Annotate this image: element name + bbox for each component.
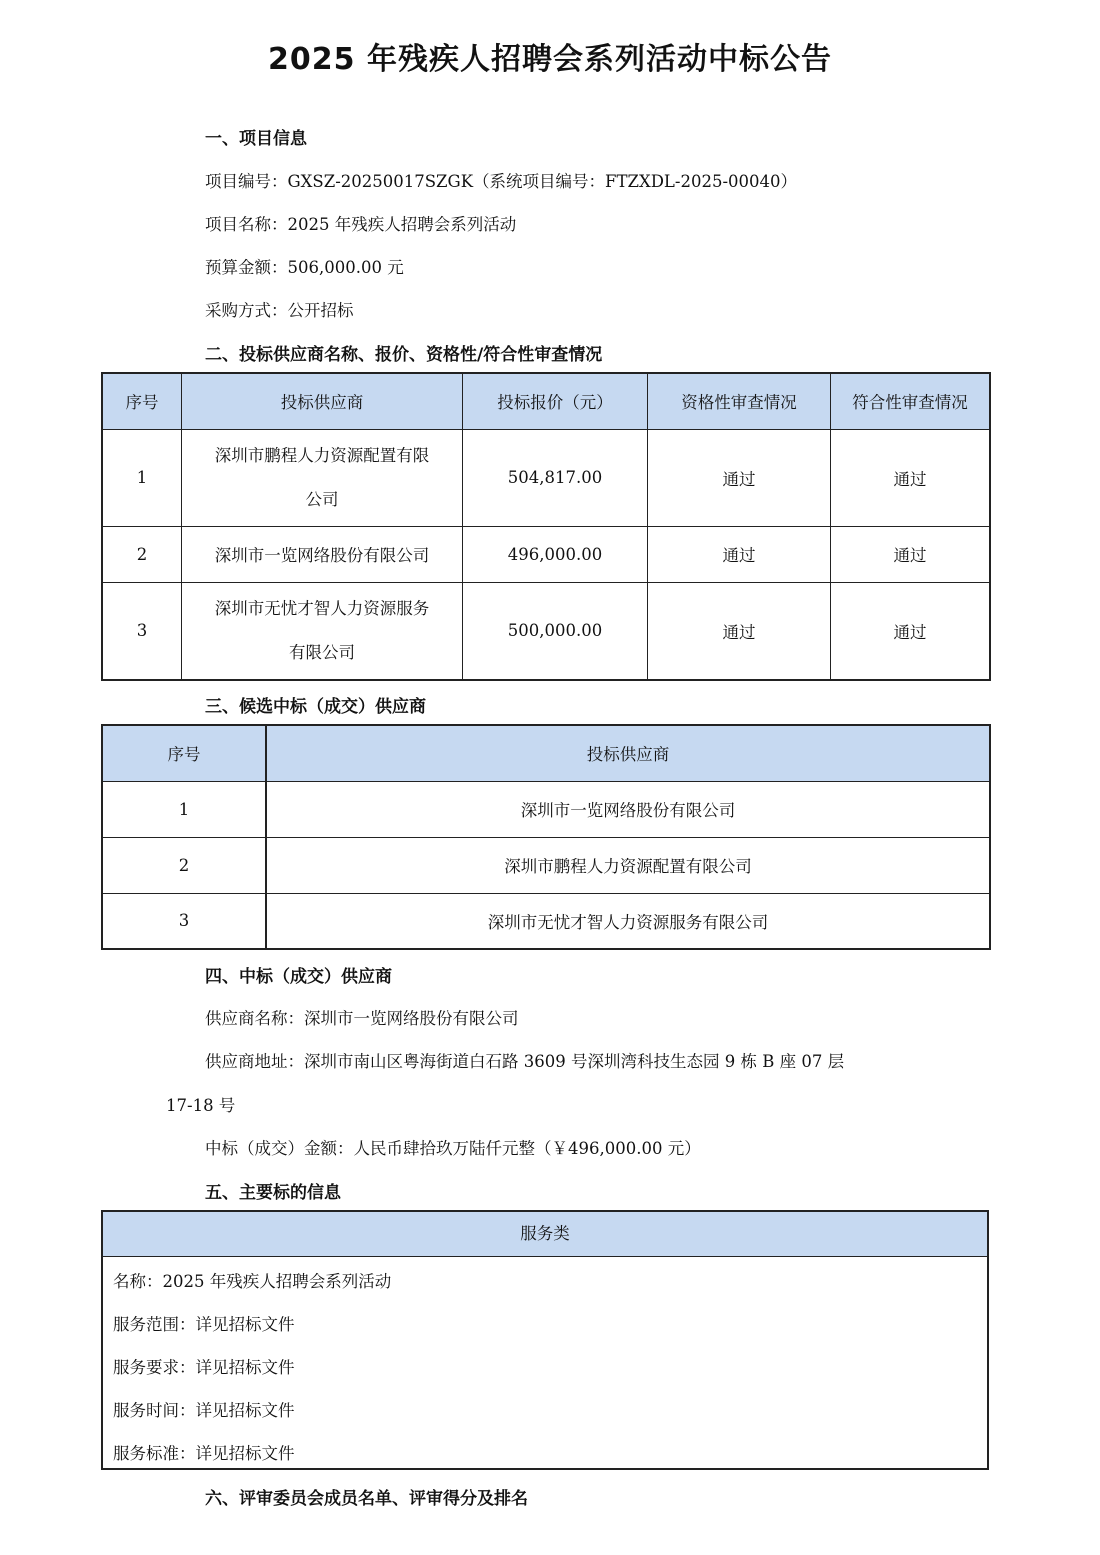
col-supplier: 投标供应商 <box>182 373 463 429</box>
table-row <box>102 582 990 680</box>
row-no: 3 <box>102 893 266 949</box>
col-qualification: 资格性审查情况 <box>648 373 831 429</box>
subject-line: 服务标准：详见招标文件 <box>113 1444 295 1463</box>
subject-line: 服务范围：详见招标文件 <box>113 1315 295 1334</box>
bid-review-table <box>101 372 991 681</box>
subject-line: 服务要求：详见招标文件 <box>113 1358 295 1377</box>
project-name: 项目名称：2025 年残疾人招聘会系列活动 <box>205 215 517 234</box>
row-conformity: 通过 <box>831 526 991 582</box>
supplier-line-2: 有限公司 <box>289 642 355 662</box>
winner-address-line-2: 17-18 号 <box>166 1096 236 1115</box>
table-row <box>102 893 990 949</box>
col-price: 投标报价（元） <box>463 373 648 429</box>
row-price: 504,817.00 <box>463 429 648 526</box>
section-1-heading: 一、项目信息 <box>205 129 307 149</box>
project-number: 项目编号：GXSZ-20250017SZGK（系统项目编号：FTZXDL-2025-00040） <box>205 172 798 191</box>
table-row <box>102 526 990 582</box>
table-row <box>102 781 990 837</box>
subject-box-header: 服务类 <box>103 1212 987 1257</box>
row-no: 1 <box>102 781 266 837</box>
row-no: 2 <box>102 526 182 582</box>
page-title: 2025 年残疾人招聘会系列活动中标公告 <box>268 42 832 77</box>
procurement-method: 采购方式：公开招标 <box>205 301 354 320</box>
row-no: 2 <box>102 837 266 893</box>
section-2-heading: 二、投标供应商名称、报价、资格性/符合性审查情况 <box>205 345 603 365</box>
row-no: 3 <box>102 582 182 680</box>
table-header-row <box>102 725 990 781</box>
budget-amount: 预算金额：506,000.00 元 <box>205 258 404 277</box>
table-row <box>102 429 990 526</box>
table-row <box>102 837 990 893</box>
col-supplier: 投标供应商 <box>266 725 990 781</box>
subject-info-box <box>101 1210 989 1470</box>
col-no: 序号 <box>102 725 266 781</box>
row-no: 1 <box>102 429 182 526</box>
row-supplier <box>182 429 463 526</box>
candidate-table <box>101 724 991 950</box>
winner-name: 供应商名称：深圳市一览网络股份有限公司 <box>205 1009 519 1028</box>
winning-amount: 中标（成交）金额：人民币肆拾玖万陆仟元整（￥496,000.00 元） <box>205 1139 701 1158</box>
row-supplier <box>182 582 463 680</box>
row-supplier: 深圳市一览网络股份有限公司 <box>182 526 463 582</box>
row-supplier: 深圳市无忧才智人力资源服务有限公司 <box>266 893 990 949</box>
table-header-row <box>102 373 990 429</box>
section-4-heading: 四、中标（成交）供应商 <box>205 967 392 987</box>
row-conformity: 通过 <box>831 429 991 526</box>
row-qualification: 通过 <box>648 429 831 526</box>
subject-line: 名称：2025 年残疾人招聘会系列活动 <box>113 1272 392 1291</box>
col-conformity: 符合性审查情况 <box>831 373 991 429</box>
supplier-line-1: 深圳市鹏程人力资源配置有限 <box>214 445 430 465</box>
row-supplier: 深圳市鹏程人力资源配置有限公司 <box>266 837 990 893</box>
row-price: 496,000.00 <box>463 526 648 582</box>
subject-line: 服务时间：详见招标文件 <box>113 1401 295 1420</box>
row-price: 500,000.00 <box>463 582 648 680</box>
section-6-heading: 六、评审委员会成员名单、评审得分及排名 <box>205 1489 528 1509</box>
winner-address-line-1: 供应商地址：深圳市南山区粤海街道白石路 3609 号深圳湾科技生态园 9 栋 B 座 07 层 <box>205 1052 845 1071</box>
row-supplier: 深圳市一览网络股份有限公司 <box>266 781 990 837</box>
supplier-line-2: 公司 <box>305 489 339 509</box>
section-5-heading: 五、主要标的信息 <box>205 1183 341 1203</box>
row-conformity: 通过 <box>831 582 991 680</box>
section-3-heading: 三、候选中标（成交）供应商 <box>205 697 426 717</box>
supplier-line-1: 深圳市无忧才智人力资源服务 <box>214 598 430 618</box>
row-qualification: 通过 <box>648 582 831 680</box>
row-qualification: 通过 <box>648 526 831 582</box>
col-no: 序号 <box>102 373 182 429</box>
